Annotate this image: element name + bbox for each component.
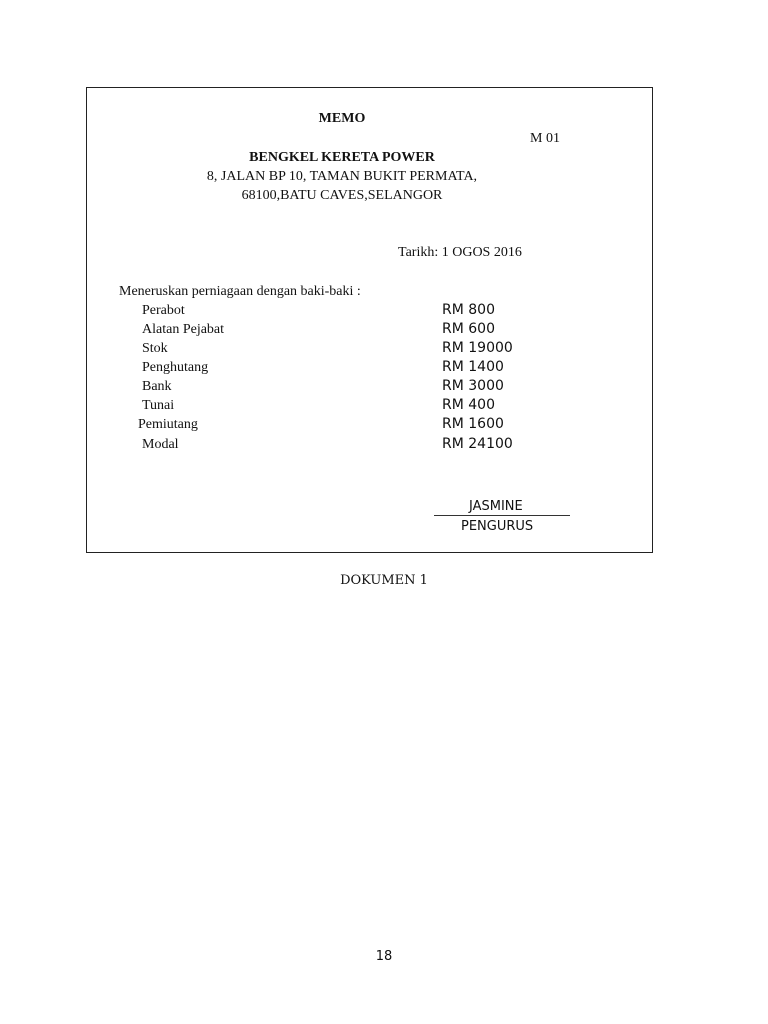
signature-name: JASMINE — [469, 499, 523, 514]
memo-box — [86, 87, 653, 553]
signature-line — [434, 515, 570, 516]
memo-date: Tarikh: 1 OGOS 2016 — [398, 245, 522, 260]
item-value: RM 400 — [442, 397, 495, 413]
item-value: RM 3000 — [442, 378, 504, 394]
item-value: RM 800 — [442, 302, 495, 318]
item-name: Pemiutang — [138, 417, 198, 432]
page-number: 18 — [375, 949, 393, 964]
item-name: Penghutang — [142, 360, 209, 375]
company-name: BENGKEL KERETA POWER — [249, 150, 435, 165]
document-caption: DOKUMEN 1 — [340, 573, 428, 588]
item-name: Bank — [142, 379, 172, 394]
address-line-2: 68100,BATU CAVES,SELANGOR — [241, 188, 443, 203]
item-name: Stok — [142, 341, 168, 356]
item-value: RM 600 — [442, 321, 495, 337]
item-value: RM 19000 — [442, 340, 513, 356]
address-line-1: 8, JALAN BP 10, TAMAN BUKIT PERMATA, — [206, 169, 478, 184]
item-name: Modal — [142, 437, 179, 452]
item-name: Alatan Pejabat — [142, 322, 225, 337]
memo-reference: M 01 — [530, 131, 560, 146]
item-name: Perabot — [142, 303, 185, 318]
item-value: RM 1400 — [442, 359, 504, 375]
memo-title: MEMO — [318, 111, 366, 126]
item-name: Tunai — [142, 398, 175, 413]
item-value: RM 24100 — [442, 436, 513, 452]
signature-title: PENGURUS — [461, 519, 534, 534]
memo-intro: Meneruskan perniagaan dengan baki-baki : — [119, 284, 361, 299]
item-value: RM 1600 — [442, 416, 504, 432]
